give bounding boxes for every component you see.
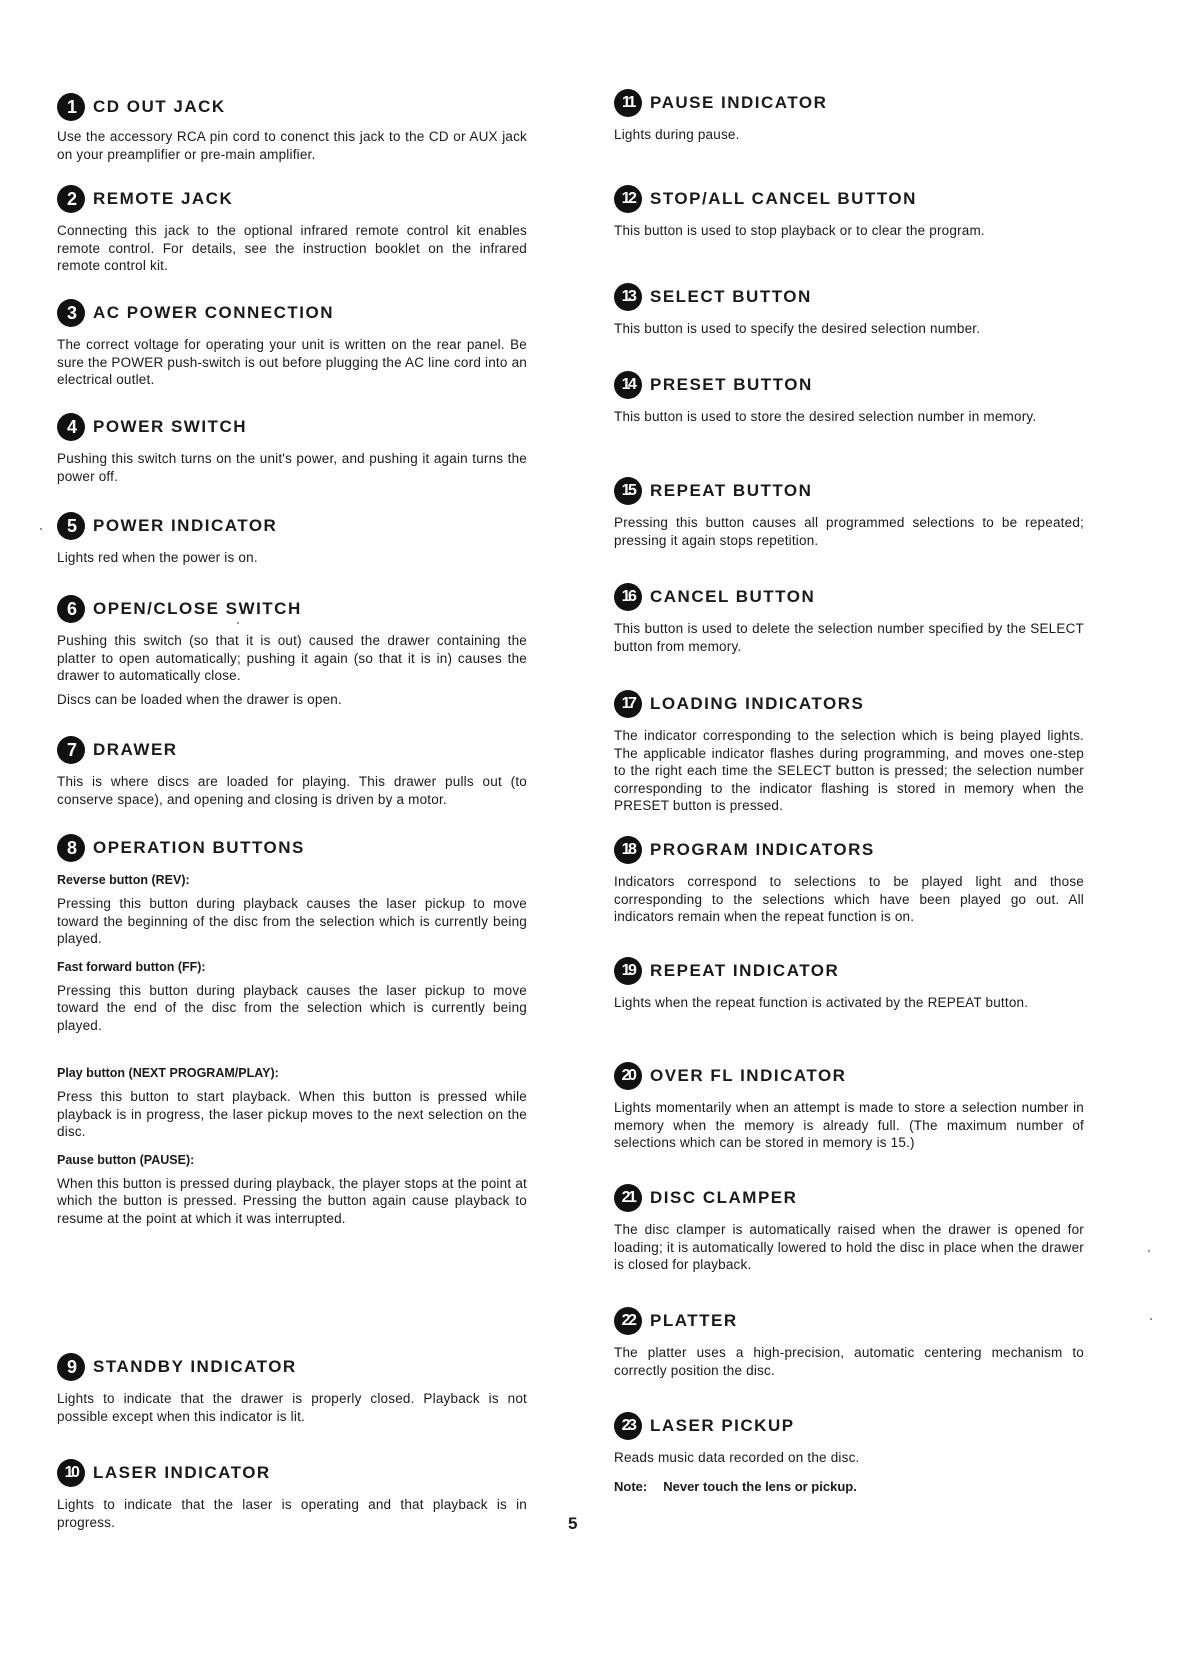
section-text: Pressing this button causes all programmed selections to be repeated; pressing it again stops repetition. [614,515,1084,548]
section-title: LASER INDICATOR [93,1463,271,1482]
section-title: OPERATION BUTTONS [93,838,305,857]
number-badge: 12 [614,185,642,213]
section-title: DRAWER [93,740,178,759]
note [614,1479,1084,1494]
section-text: The disc clamper is automatically raised when the drawer is opened for loading; it is automatically lowered to hold the disc in place when the drawer is closed for playback. [614,1222,1084,1272]
section-text: This is where discs are loaded for playing. This drawer pulls out (to conserve space), and opening and closing is driven by a motor. [57,774,527,807]
section-title: POWER SWITCH [93,417,247,436]
section-title: OVER FL INDICATOR [650,1066,847,1085]
sub-text: When this button is pressed during playback, the player stops at the point at which the button is pressed. Pressing the button again cause playback to resume at the point at which it was interrupted. [57,1175,527,1226]
section-text: Pushing this switch turns on the unit's power, and pushing it again turns the power off. [57,451,527,484]
section-title: LOADING INDICATORS [650,694,865,713]
section-laser-pickup [614,1411,1084,1494]
note-text: Never touch the lens or pickup. [663,1478,857,1494]
number-badge: 13 [614,283,642,311]
number-badge: 14 [614,371,642,399]
number-badge: 21 [614,1184,642,1212]
number-badge: 20 [614,1062,642,1090]
number-badge: 6 [57,595,85,623]
number-badge: 19 [614,957,642,985]
section-power-switch [57,412,527,485]
number-badge: 5 [57,512,85,540]
section-text: Lights when the repeat function is activated by the REPEAT button. [614,995,1029,1010]
section-drawer [57,735,527,808]
number-badge: 7 [57,736,85,764]
scan-speck [1148,1250,1150,1252]
section-text: This button is used to store the desired selection number in memory. [614,409,1037,424]
section-title: REPEAT INDICATOR [650,961,840,980]
section-text: This button is used to stop playback or to clear the program. [614,223,985,238]
section-preset-button [614,370,1084,426]
section-title: REMOTE JACK [93,189,234,208]
section-title: REPEAT BUTTON [650,481,813,500]
section-text: Lights momentarily when an attempt is made to store a selection number in memory when the memory is already full. (The maximum number of selections which can be stored in memory is 15.) [614,1100,1084,1150]
section-repeat-indicator [614,956,1084,1012]
number-badge: 10 [57,1459,85,1487]
scan-speck [237,622,239,624]
sub-label: Pause button (PAUSE): [57,1152,195,1167]
section-text: Reads music data recorded on the disc. [614,1450,860,1465]
number-badge: 9 [57,1353,85,1381]
number-badge: 1 [57,93,85,121]
sub-item-fast-forward [57,960,527,1035]
section-title: PROGRAM INDICATORS [650,840,875,859]
section-text: Lights during pause. [614,127,740,142]
section-loading-indicators [614,689,1084,815]
section-text: Use the accessory RCA pin cord to conenct this jack to the CD or AUX jack on your preamplifier or pre-main amplifier. [57,129,527,162]
number-badge: 23 [614,1412,642,1440]
section-over-fl-indicator [614,1061,1084,1152]
section-text: The platter uses a high-precision, automatic centering mechanism to correctly position the disc. [614,1345,1084,1378]
section-title: PRESET BUTTON [650,375,813,394]
section-ac-power-connection [57,298,527,389]
number-badge: 4 [57,413,85,441]
scan-speck [1150,1318,1152,1320]
section-text: Connecting this jack to the optional infrared remote control kit enables remote control. For details, see the instruction booklet on the infrared remote control kit. [57,223,527,273]
section-text: Pushing this switch (so that it is out) caused the drawer containing the platter to open automatically; pushing it again (so that it is in) causes the drawer to automatically close. [57,633,527,683]
scan-speck [40,528,42,530]
section-title: SELECT BUTTON [650,287,812,306]
section-title: POWER INDICATOR [93,516,278,535]
section-text: Lights red when the power is on. [57,550,258,565]
section-laser-indicator [57,1458,527,1531]
note-label: Note: [614,1478,648,1494]
section-title: CD OUT JACK [93,97,226,116]
section-repeat-button [614,476,1084,549]
section-text: This button is used to specify the desired selection number. [614,321,981,336]
number-badge: 22 [614,1307,642,1335]
number-badge: 3 [57,299,85,327]
section-select-button [614,282,1084,338]
section-operation-buttons [57,833,527,1227]
sub-text: Pressing this button during playback causes the laser pickup to move toward the beginning of the disc from the selection which is currently being played. [57,896,527,946]
section-title: STANDBY INDICATOR [93,1357,297,1376]
section-title: DISC CLAMPER [650,1188,798,1207]
section-text: The correct voltage for operating your unit is written on the rear panel. Be sure the POWER push-switch is out before plugging the AC line cord into an electrical outlet. [57,337,527,387]
section-title: LASER PICKUP [650,1416,795,1435]
sub-label: Reverse button (REV): [57,873,190,887]
sub-text: Pressing this button during playback causes the laser pickup to move toward the end of the disc from the selection which is currently being played. [57,982,527,1033]
section-cd-out-jack [57,92,527,163]
section-text: Lights to indicate that the laser is operating and that playback is in progress. [57,1497,527,1530]
section-cancel-button [614,582,1084,655]
sub-item-pause [57,1153,527,1228]
section-title: STOP/ALL CANCEL BUTTON [650,189,917,208]
number-badge: 11 [614,89,642,117]
sub-label: Play button (NEXT PROGRAM/PLAY): [57,1066,279,1080]
sub-label: Fast forward button (FF): [57,959,206,974]
section-title: PLATTER [650,1311,738,1330]
section-disc-clamper [614,1183,1084,1274]
section-program-indicators [614,835,1084,926]
sub-item-play [57,1066,527,1141]
section-text: Indicators correspond to selections to be played light and those corresponding to the selections which have been played go out. All indicators remain when the repeat function is on. [614,874,1084,924]
sub-text: Press this button to start playback. When this button is pressed while playback is in progress, the laser pickup moves to the next selection on the disc. [57,1089,527,1139]
section-text: Lights to indicate that the drawer is properly closed. Playback is not possible except when this indicator is lit. [57,1391,527,1424]
number-badge: 2 [57,185,85,213]
number-badge: 17 [614,690,642,718]
number-badge: 15 [614,477,642,505]
section-text: This button is used to delete the selection number specified by the SELECT button from memory. [614,621,1084,654]
number-badge: 8 [57,834,85,862]
section-power-indicator [57,511,527,567]
section-stop-all-cancel-button [614,184,1084,240]
section-platter [614,1306,1084,1379]
number-badge: 18 [614,836,642,864]
section-title: CANCEL BUTTON [650,587,816,606]
section-text: Discs can be loaded when the drawer is open. [57,691,342,707]
number-badge: 16 [614,583,642,611]
section-standby-indicator [57,1352,527,1425]
section-pause-indicator [614,88,1084,144]
section-title: AC POWER CONNECTION [93,303,334,322]
section-open-close-switch [57,594,527,708]
sub-item-reverse [57,873,527,948]
page-number: 5 [568,1514,578,1533]
section-text: The indicator corresponding to the selection which is being played lights. The applicable indicator flashes during programming, and moves one-step to the right each time the SELECT button is pressed; the selection number corresponding to the indicator flashing is stored in memory when the PRESET button is pressed. [614,728,1084,813]
section-remote-jack [57,184,527,275]
section-title: PAUSE INDICATOR [650,93,828,112]
section-title: OPEN/CLOSE SWITCH [93,599,302,618]
